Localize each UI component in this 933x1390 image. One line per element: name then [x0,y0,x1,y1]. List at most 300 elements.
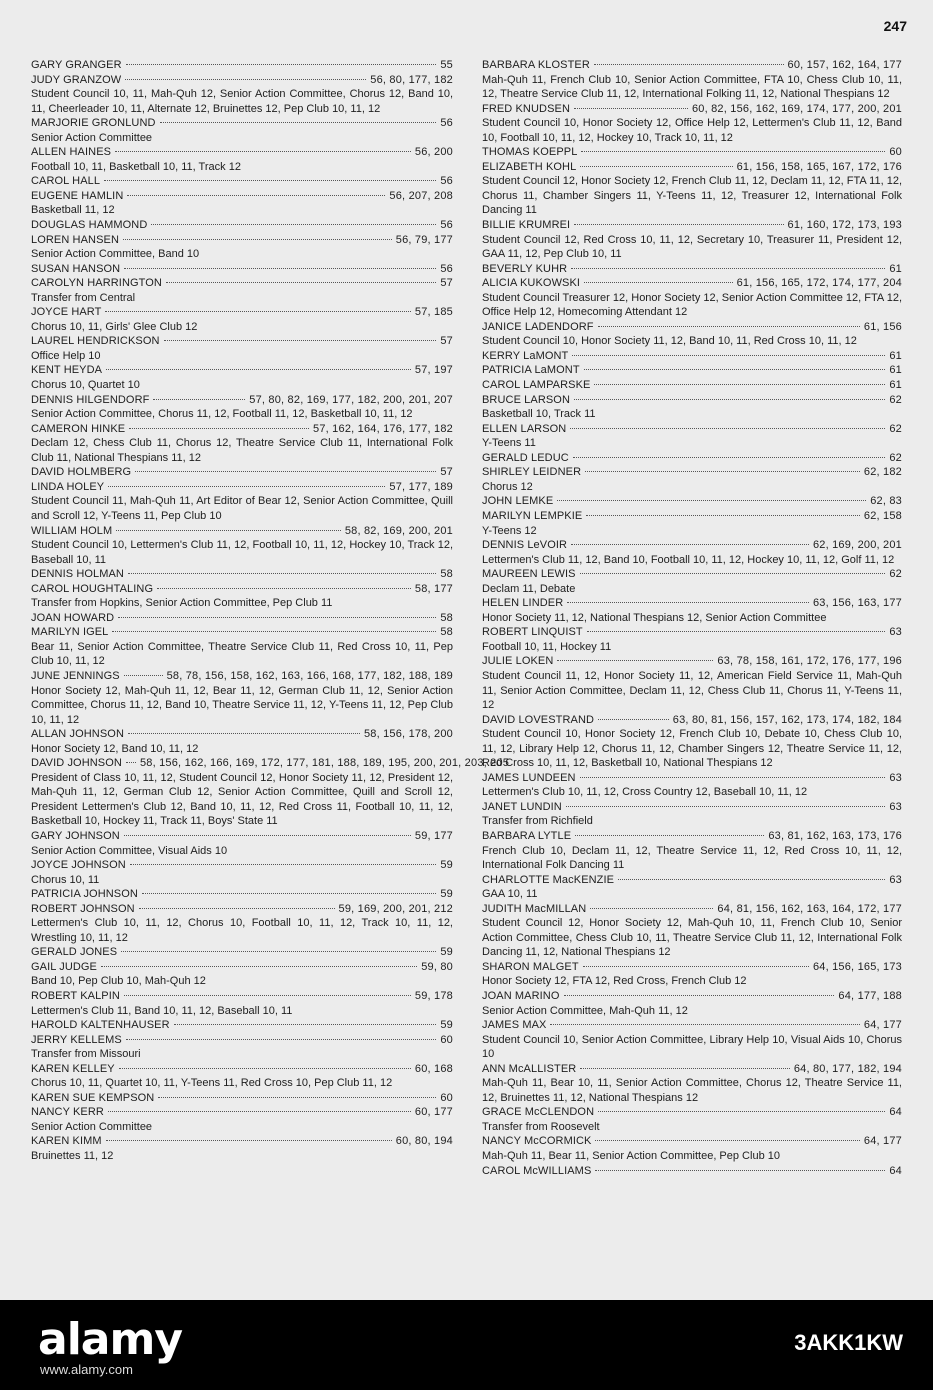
student-entry [31,480,453,524]
entry-header-line [482,465,902,480]
entry-header-line [482,800,902,815]
activities-detail: Lettermen's Club 10, 11, 12, Cross Country 12, Baseball 10, 11, 12 [482,786,808,799]
student-entry [482,989,902,1018]
student-entry [31,625,453,669]
entry-header-line [31,989,453,1004]
activities-detail: Lettermen's Club 11, 12, Band 10, Football 10, 11, 12, Hockey 10, 11, 12, Golf 11, 12 [482,553,895,566]
student-name: ALLEN HAINES [31,146,112,159]
page-references: 56 [440,175,453,188]
activities-detail: Student Council 10, Senior Action Committee, Library Help 10, Visual Aids 10, Chorus 10 [482,1033,902,1061]
dot-leader [123,239,392,240]
dot-leader [564,995,835,996]
student-name: BEVERLY KUHR [482,262,568,275]
student-entry [482,1018,902,1062]
entry-header-line [31,465,453,480]
dot-leader [118,617,436,618]
student-name: LAUREL HENDRICKSON [31,335,160,348]
activities-detail: Student Council 10, 11, Mah-Quh 12, Senior Action Committee, Chorus 12, Band 10, 11, Cheerleader 10, 11, Alternate 12, Bruinettes 12, Pep Club 10, 11, 12 [31,88,453,115]
entry-header-line [482,363,902,378]
dot-leader [587,631,886,632]
entry-header-line [31,363,453,378]
entry-header-line [482,393,902,408]
student-name: WILLIAM HOLM [31,524,113,537]
student-entry [482,625,902,654]
entry-header-line [31,276,453,291]
entry-header-line [31,582,453,597]
student-name: SHIRLEY LEIDNER [482,466,582,479]
student-entry [482,800,902,829]
student-entry [31,1134,453,1163]
student-name: DAVID HOLMBERG [31,466,132,479]
activities-detail: Senior Action Committee, Mah-Quh 11, 12 [482,1004,688,1017]
activities-detail: French Club 10, Declam 11, 12, Theatre Service 11, 12, Red Cross 10, 11, 12, International Folk Dancing 11 [482,844,902,872]
student-name: KENT HEYDA [31,364,103,377]
dot-leader [125,79,366,80]
activities-detail: Transfer from Missouri [31,1048,141,1061]
student-name: BILLIE KRUMREI [482,219,571,232]
student-name: CAMERON HINKE [31,422,126,435]
activities-detail: Honor Society 12, Band 10, 11, 12 [31,742,199,755]
page-references: 57, 80, 82, 169, 177, 182, 200, 201, 207 [249,393,453,406]
entry-header-line [31,1018,453,1033]
page-number: 247 [883,18,907,34]
activities-detail: Transfer from Hopkins, Senior Action Committee, Pep Club 11 [31,597,333,610]
student-entry [31,218,453,233]
entry-header-line [482,538,902,553]
dot-leader [126,762,136,763]
student-entry [31,756,510,829]
entry-header-line [31,73,453,88]
entry-header-line [31,1134,453,1149]
entry-header-line [482,320,902,335]
page-references: 64, 177 [863,1019,902,1032]
student-entry [482,829,902,873]
page-references: 64, 177 [863,1135,902,1148]
dot-leader [127,195,385,196]
page-references: 64, 177, 188 [838,990,902,1002]
page-references: 58 [440,611,453,624]
page-references: 64 [889,1106,902,1119]
page-references: 62 [889,393,902,406]
entry-header-line [31,145,453,160]
student-entry [31,145,453,174]
student-name: LOREN HANSEN [31,233,119,246]
page-references: 60 [889,146,902,159]
dot-leader [557,500,866,501]
activities-detail: Senior Action Committee, Visual Aids 10 [31,844,228,857]
student-name: GERALD LEDUC [482,451,569,464]
entry-header-line [31,524,453,539]
page-references: 59, 169, 200, 201, 212 [338,902,453,915]
page-references: 59 [440,859,453,872]
student-entry [482,102,902,146]
footer-url: www.alamy.com [40,1362,133,1377]
student-name: DENNIS HILGENDORF [31,393,150,406]
student-name: JUDITH MacMILLAN [482,902,587,915]
entry-header-line [31,218,453,233]
entry-header-line [482,1018,902,1033]
dot-leader [580,1068,790,1069]
dot-leader [115,151,411,152]
entry-header-line [482,1134,902,1149]
student-entry [31,669,453,727]
activities-detail: Bear 11, Senior Action Committee, Theatre Service Club 11, Red Cross 10, 11, Pep Club 10, 11, 12 [31,640,453,668]
activities-detail: Transfer from Richfield [482,815,593,828]
page-references: 58 [440,568,453,581]
entry-header-line [31,393,453,408]
student-name: THOMAS KOEPPL [482,146,578,159]
page-references: 63 [889,771,902,784]
page-references: 58, 82, 169, 200, 201 [344,524,453,537]
activities-detail: Declam 12, Chess Club 11, Chorus 12, Theatre Service Club 11, International Folk Club 11, National Thespians 11, 12 [31,437,453,464]
entry-header-line [482,1062,902,1077]
dot-leader [570,428,885,429]
page-references: 63, 81, 162, 163, 173, 176 [768,829,902,842]
dot-leader [124,995,411,996]
dot-leader [112,631,436,632]
activities-detail: Mah-Quh 11, Bear 10, 11, Senior Action Committee, Chorus 12, Theatre Service 11, 12, Bruinettes 11, 12, National Thespians 12 [482,1077,902,1104]
page-references: 62, 182 [863,466,902,479]
activities-detail: Honor Society 11, 12, National Thespians 12, Senior Action Committee [482,611,827,624]
dot-leader [139,908,335,909]
page-references: 57, 185 [414,306,453,319]
page-references: 60 [440,1033,453,1046]
alamy-logo: alamy [38,1314,182,1365]
page-references: 62 [889,451,902,464]
page-references: 64 [889,1164,902,1177]
page-references: 62, 169, 200, 201 [812,539,902,552]
page-references: 62, 158 [863,509,902,522]
student-entry [482,1062,902,1106]
dot-leader [575,835,764,836]
page-references: 59, 177 [414,829,453,842]
student-name: MARILYN LEMPKIE [482,509,583,522]
activities-detail: Basketball 10, Track 11 [482,408,596,421]
student-entry [31,1105,453,1134]
page-references: 60, 177 [414,1106,453,1119]
dot-leader [128,573,436,574]
dot-leader [129,428,309,429]
page-references: 60 [440,1091,453,1104]
dot-leader [571,544,809,545]
activities-detail: Senior Action Committee, Chorus 11, 12, Football 11, 12, Basketball 10, 11, 12 [31,408,413,421]
activities-detail: Honor Society 12, FTA 12, Red Cross, French Club 12 [482,975,747,988]
dot-leader [105,311,410,312]
activities-detail: Student Council 10, Honor Society 12, Office Help 12, Lettermen's Club 11, 12, Band 10, Football 10, 11, 12, Hockey 10, Track 10, 11, 12 [482,117,902,144]
student-entry [482,218,902,262]
dot-leader [574,224,783,225]
activities-detail: Student Council 12, Honor Society 12, Mah-Quh 10, 11, French Club 10, Senior Action Committee, Chess Club 10, 11, Theatre Service Club 11, 12, International Folk Dancing 11, 12, National Thespians 12 [482,917,902,959]
dot-leader [618,879,885,880]
entry-header-line [31,625,453,640]
student-entry [482,393,902,422]
activities-detail: Lettermen's Club 11, Band 10, 11, 12, Baseball 10, 11 [31,1004,293,1017]
entry-header-line [482,625,902,640]
image-id: 3AKK1KW [794,1330,903,1355]
page-references: 56 [440,219,453,232]
entry-header-line [31,858,453,873]
activities-detail: Student Council 12, Red Cross 10, 11, 12, Secretary 10, Treasurer 11, President 12, GAA 11, 12, Pep Club 10, 11 [482,233,902,261]
student-entry [482,713,902,771]
student-name: ROBERT KALPIN [31,990,120,1002]
dot-leader [101,966,417,967]
dot-leader [124,675,163,676]
entry-header-line [482,378,902,393]
dot-leader [583,966,809,967]
student-name: GARY JOHNSON [31,829,120,842]
student-entry [31,262,453,277]
entry-header-line [482,654,902,669]
activities-detail: Football 10, 11, Hockey 11 [482,640,612,653]
entry-header-line [482,422,902,437]
page-references: 61, 156 [863,320,902,333]
entry-header-line [482,262,902,277]
student-name: ELLEN LARSON [482,422,567,435]
page-references: 61, 156, 165, 172, 174, 177, 204 [736,277,902,290]
entry-header-line [31,611,453,626]
dot-leader [590,908,713,909]
page-references: 62 [889,568,902,581]
activities-detail: Chorus 12 [482,480,533,493]
dot-leader [584,282,732,283]
entry-header-line [31,829,453,844]
student-name: LINDA HOLEY [31,480,105,493]
student-name: JANET LUNDIN [482,800,562,813]
student-name: JULIE LOKEN [482,655,554,668]
student-entry [482,1105,902,1134]
entry-header-line [482,567,902,582]
entry-header-line [482,102,902,117]
page-references: 58, 177 [414,582,453,595]
student-name: NANCY McCORMICK [482,1135,592,1148]
student-name: ALLAN JOHNSON [31,728,124,741]
activities-detail: Lettermen's Club 10, 11, 12, Chorus 10, Football 10, 11, 12, Track 10, 11, 12, Wrestling 10, 11, 12 [31,917,453,944]
student-name: ALICIA KUKOWSKI [482,277,581,290]
student-entry [31,276,453,305]
dot-leader [594,384,885,385]
dot-leader [598,1111,885,1112]
dot-leader [160,122,437,123]
student-name: PATRICIA JOHNSON [31,888,138,901]
page-references: 57, 177, 189 [389,480,453,493]
page-references: 61 [889,379,902,392]
student-entry [31,887,453,902]
entry-header-line [482,58,902,73]
student-name: ROBERT LINQUIST [482,626,583,639]
page-references: 61 [889,262,902,275]
student-entry [482,378,902,393]
activities-detail: Senior Action Committee [31,1120,153,1133]
entry-header-line [31,480,453,495]
page-references: 57, 162, 164, 176, 177, 182 [313,422,453,435]
entry-header-line [482,494,902,509]
student-entry [31,829,453,858]
page-references: 63, 156, 163, 177 [812,597,902,610]
entry-header-line [31,902,453,917]
activities-detail: Honor Society 12, Mah-Quh 11, 12, Bear 11, 12, German Club 11, 12, Senior Action Committee, Chorus 11, 12, Band 10, Theatre Service 11, 12, Y-Teens 11, 12, Pep Club 10, 11, 12 [31,684,453,726]
page-references: 57 [440,466,453,479]
student-name: KERRY LaMONT [482,349,569,362]
dot-leader [594,64,784,65]
student-name: FRED KNUDSEN [482,102,570,115]
page-references: 59 [440,888,453,901]
student-entry [482,145,902,160]
student-name: JOAN HOWARD [31,611,115,624]
student-entry [482,363,902,378]
dot-leader [586,515,860,516]
student-name: CAROLYN HARRINGTON [31,277,162,290]
entry-header-line [31,567,453,582]
dot-leader [116,530,341,531]
activities-detail: Chorus 10, 11 [31,873,100,886]
student-name: KAREN SUE KEMPSON [31,1091,155,1104]
entry-header-line [31,1062,453,1077]
student-name: DAVID LOVESTRAND [482,713,595,726]
page-references: 56, 79, 177 [395,233,453,246]
student-name: NANCY KERR [31,1106,104,1119]
entry-header-line [31,1105,453,1120]
page-references: 56 [440,262,453,275]
page-references: 63 [889,873,902,886]
student-entry [482,771,902,800]
right-column [482,58,902,1178]
activities-detail: Y-Teens 12 [482,524,537,537]
dot-leader [574,399,885,400]
entry-header-line [482,1164,902,1179]
student-entry [31,960,453,989]
activities-detail: Student Council 10, Honor Society 11, 12, Band 10, 11, Red Cross 10, 11, 12 [482,335,857,348]
entry-header-line [482,960,902,975]
student-name: JOHN LEMKE [482,495,554,508]
student-entry [31,989,453,1018]
page-references: 63, 78, 158, 161, 172, 176, 177, 196 [717,655,902,668]
student-entry [482,494,902,509]
dot-leader [580,573,886,574]
page-references: 61, 156, 158, 165, 167, 172, 176 [736,160,902,173]
dot-leader [580,166,732,167]
entry-header-line [31,756,510,771]
page-references: 56, 200 [414,146,453,159]
student-entry [31,233,453,262]
entry-header-line [31,960,453,975]
student-entry [31,567,453,582]
page-references: 62 [889,422,902,435]
student-entry [31,902,453,946]
page-references: 57 [440,277,453,290]
student-entry [31,1091,453,1106]
page-references: 61 [889,364,902,377]
student-entry [31,945,453,960]
entry-header-line [482,989,902,1004]
page-references: 64, 81, 156, 162, 163, 164, 172, 177 [717,902,902,915]
dot-leader [126,1039,437,1040]
dot-leader [124,268,436,269]
student-name: JOYCE HART [31,306,102,319]
page-references: 63, 80, 81, 156, 157, 162, 173, 174, 182, 184 [672,713,902,726]
watermark-footer [0,1300,933,1390]
student-entry [31,727,453,756]
student-name: MAUREEN LEWIS [482,568,576,581]
entry-header-line [482,349,902,364]
dot-leader [106,1140,392,1141]
student-name: JANICE LADENDORF [482,320,594,333]
dot-leader [104,180,436,181]
page-references: 64, 156, 165, 173 [812,960,902,973]
entry-header-line [482,218,902,233]
page-references: 64, 80, 177, 182, 194 [793,1062,902,1075]
dot-leader [119,1068,411,1069]
student-entry [482,160,902,218]
dot-leader [581,151,885,152]
student-entry [31,465,453,480]
student-entry [31,189,453,218]
entry-header-line [482,771,902,786]
dot-leader [135,471,436,472]
dot-leader [108,486,385,487]
entry-header-line [482,145,902,160]
dot-leader [142,893,436,894]
student-name: JAMES LUNDEEN [482,771,576,784]
student-entry [31,858,453,887]
entry-header-line [482,829,902,844]
page-references: 59, 178 [414,990,453,1002]
student-entry [31,58,453,73]
activities-detail: Student Council 12, Honor Society 12, French Club 11, 12, Declam 11, 12, FTA 11, 12, Chorus 11, Chamber Singers 11, Y-Teens 11, 12, Treasurer 12, International Folk Dancing 11 [482,175,902,217]
student-entry [482,349,902,364]
student-entry [31,1018,453,1033]
student-name: JAMES MAX [482,1019,547,1032]
entry-header-line [482,160,902,175]
student-entry [31,334,453,363]
student-entry [482,262,902,277]
activities-detail: Mah-Quh 11, Bear 11, Senior Action Committee, Pep Club 10 [482,1150,780,1163]
dot-leader [108,1111,411,1112]
dot-leader [573,457,886,458]
dot-leader [153,399,245,400]
student-name: EUGENE HAMLIN [31,189,124,202]
student-name: DENNIS HOLMAN [31,568,124,581]
page-references: 60, 80, 194 [395,1135,453,1148]
entry-header-line [31,1091,453,1106]
page-references: 62, 83 [870,495,902,508]
entry-header-line [482,713,902,728]
entry-header-line [31,174,453,189]
entry-header-line [31,422,453,437]
dot-leader [598,326,860,327]
student-entry [482,1134,902,1163]
page-references: 63 [889,626,902,639]
student-name: KAREN KIMM [31,1135,102,1148]
entry-header-line [31,189,453,204]
student-entry [31,524,453,568]
student-name: DOUGLAS HAMMOND [31,219,148,232]
dot-leader [128,733,360,734]
activities-detail: Transfer from Roosevelt [482,1120,600,1133]
student-name: GRACE McCLENDON [482,1106,595,1119]
student-name: GARY GRANGER [31,59,122,71]
entry-header-line [31,945,453,960]
entry-header-line [482,1105,902,1120]
activities-detail: Basketball 11, 12 [31,204,115,217]
student-name: CAROL LAMPARSKE [482,379,591,392]
dot-leader [158,1097,436,1098]
dot-leader [124,835,411,836]
student-entry [31,1033,453,1062]
dot-leader [595,1140,859,1141]
dot-leader [164,340,437,341]
student-name: HELEN LINDER [482,597,564,610]
student-entry [482,960,902,989]
